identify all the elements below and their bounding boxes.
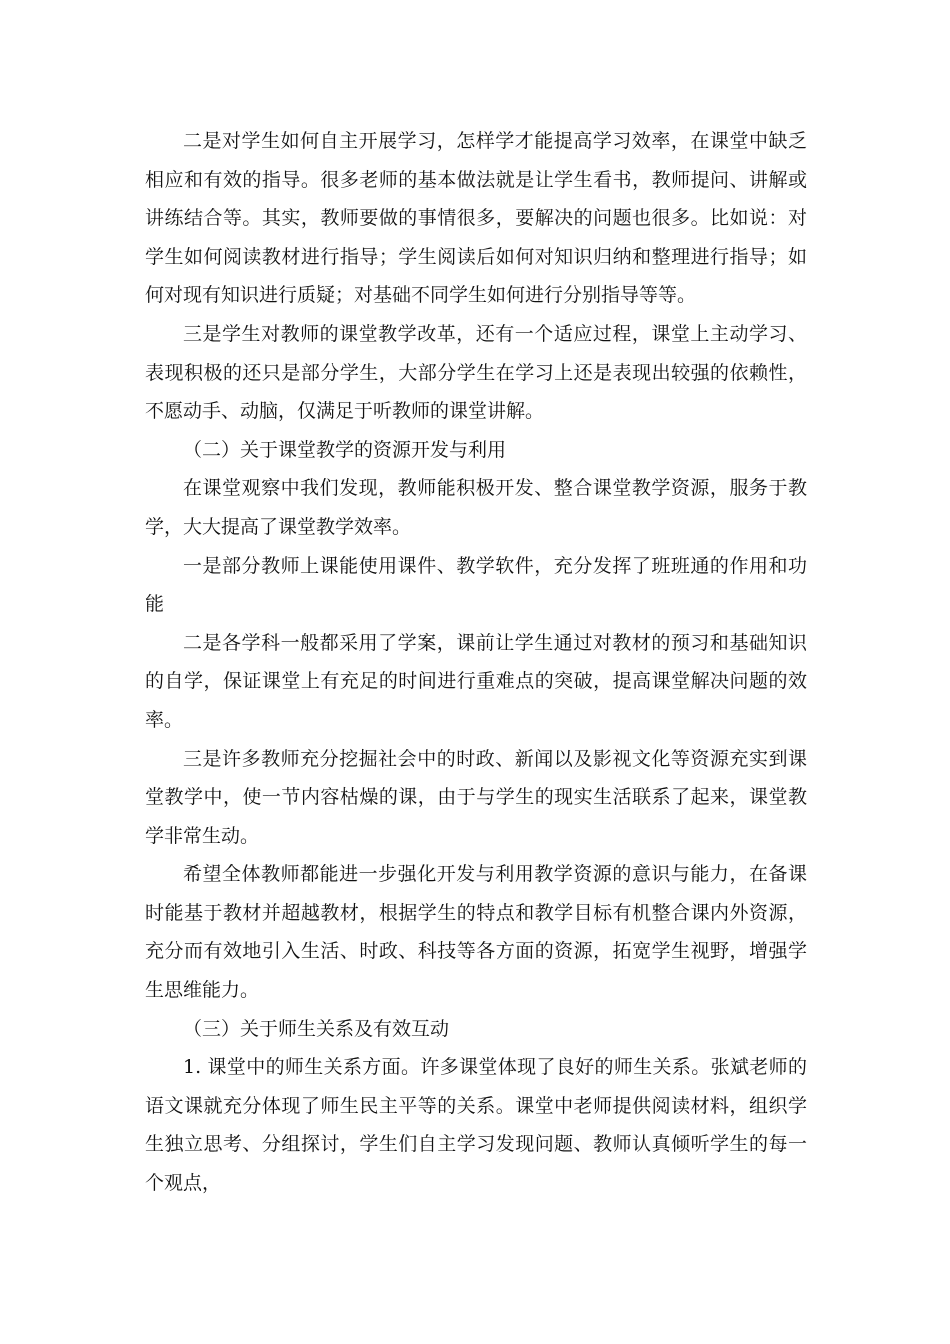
paragraph-teacher-student: 1. 课堂中的师生关系方面。许多课堂体现了良好的师生关系。张斌老师的语文课就充分体现了师生民主平等的关系。课堂中老师提供阅读材料，组织学生独立思考、分组探讨，学生们自主学习发现问题、教师认真倾听学生的每一个观点，: [145, 1056, 807, 1195]
paragraph-study-plans: 二是各学科一般都采用了学案，课前让学生通过对教材的预习和基础知识的自学，保证课堂上有充足的时间进行重难点的突破，提高课堂解决问题的效率。: [145, 631, 807, 731]
paragraph-guidance: 二是对学生如何自主开展学习，怎样学才能提高学习效率，在课堂中缺乏相应和有效的指导。很多老师的基本做法就是让学生看书，教师提问、讲解或讲练结合等。其实，教师要做的事情很多，要解决的问题也很多。比如说：对学生如何阅读教材进行指导；学生阅读后如何对知识归纳和整理进行指导；如何对现有知识进行质疑；对基础不同学生如何进行分别指导等等。: [145, 130, 807, 307]
section-heading-relations: （三）关于师生关系及有效互动: [183, 1017, 450, 1040]
paragraph-social-resources: 三是许多教师充分挖掘社会中的时政、新闻以及影视文化等资源充实到课堂教学中，使一节内容枯燥的课，由于与学生的现实生活联系了起来，课堂教学非常生动。: [145, 747, 807, 847]
paragraph-adaptation: 三是学生对教师的课堂教学改革，还有一个适应过程，课堂上主动学习、表现积极的还只是部分学生，大部分学生在学习上还是表现出较强的依赖性，不愿动手、动脑，仅满足于听教师的课堂讲解。: [145, 322, 807, 423]
paragraph-expectation: 希望全体教师都能进一步强化开发与利用教学资源的意识与能力，在备课时能基于教材并超越教材，根据学生的特点和教学目标有机整合课内外资源，充分而有效地引入生活、时政、科技等各方面的资源，拓宽学生视野，增强学生思维能力。: [145, 863, 807, 1002]
paragraph-resources-intro: 在课堂观察中我们发现，教师能积极开发、整合课堂教学资源，服务于教学，大大提高了课堂教学效率。: [145, 477, 807, 538]
document-body: [145, 122, 807, 1203]
section-heading-resources: （二）关于课堂教学的资源开发与利用: [183, 438, 507, 461]
paragraph-courseware: 一是部分教师上课能使用课件、教学软件，充分发挥了班班通的作用和功能: [145, 554, 807, 616]
